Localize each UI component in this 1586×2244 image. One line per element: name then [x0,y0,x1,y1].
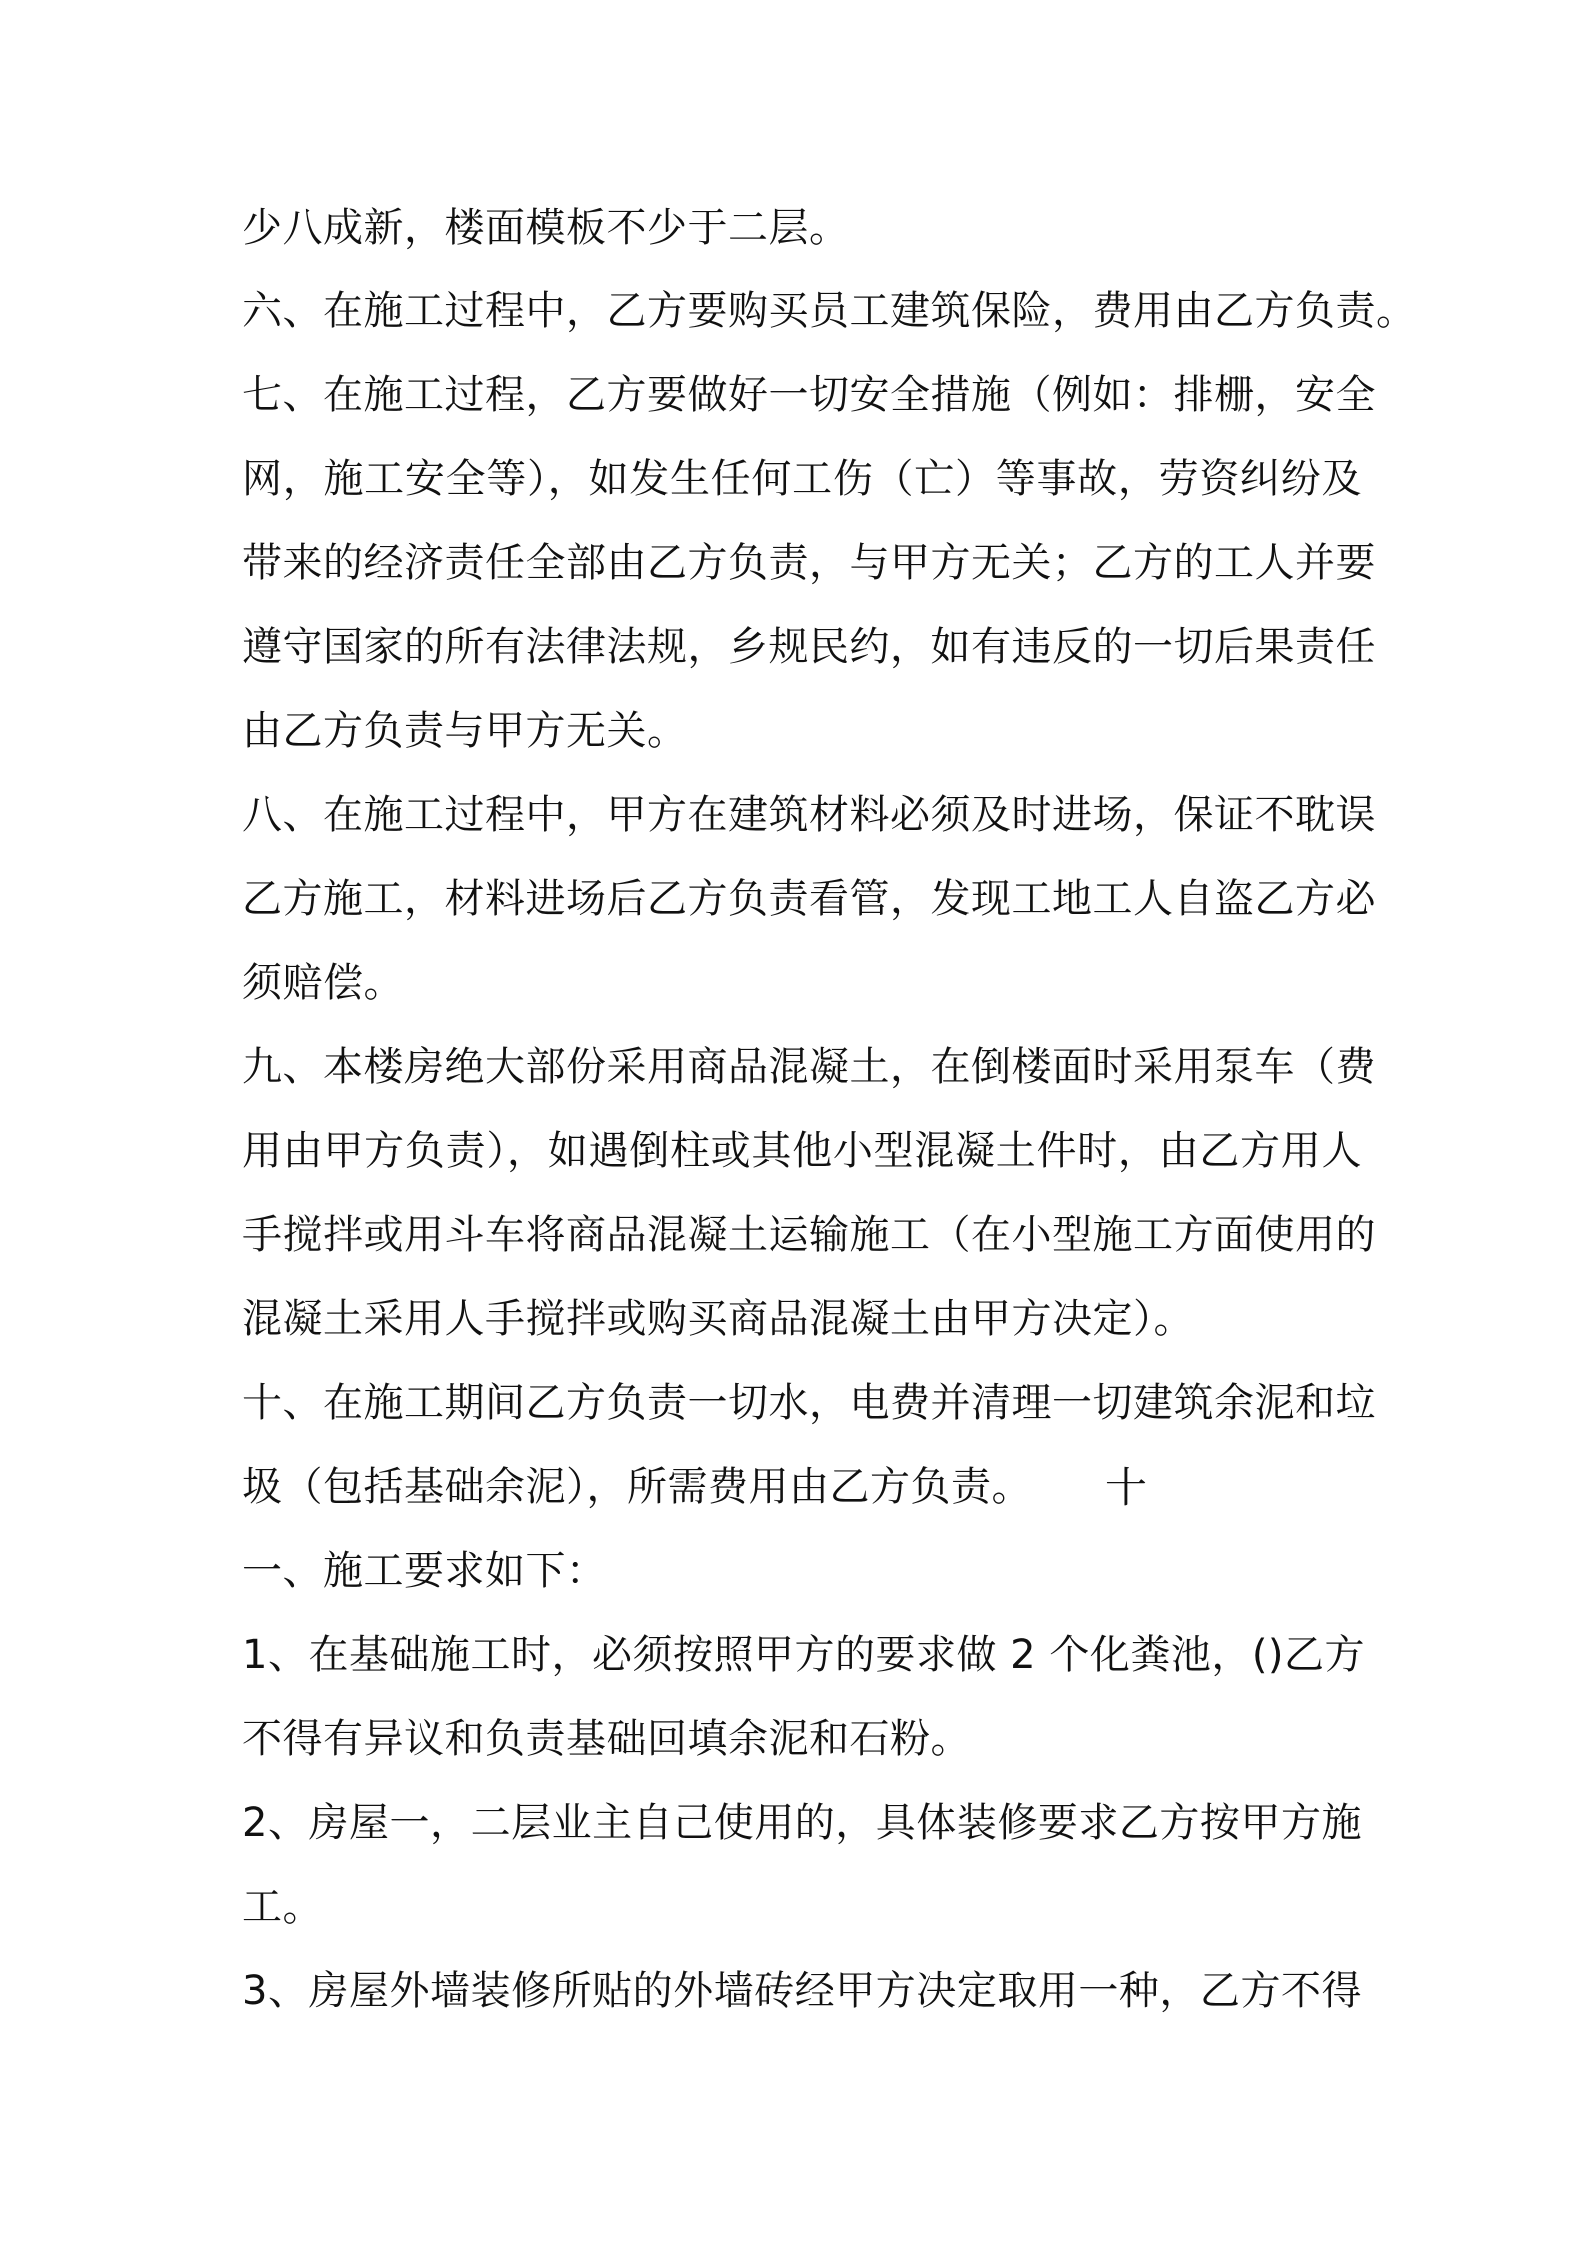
text-line-19: 不得有异议和负责基础回填余泥和石粉。 [242,1716,971,1762]
text-line-3: 七、在施工过程，乙方要做好一切安全措施（例如：排栅，安全 [242,372,1376,418]
text-line-8: 八、在施工过程中，甲方在建筑材料必须及时进场，保证不耽误 [242,792,1376,838]
text-line-2: 六、在施工过程中，乙方要购买员工建筑保险，费用由乙方负责。 [242,288,1417,334]
text-line-13: 手搅拌或用斗车将商品混凝土运输施工（在小型施工方面使用的 [242,1212,1376,1258]
text-line-10: 须赔偿。 [242,960,404,1006]
text-line-4: 网，施工安全等），如发生任何工伤（亡）等事故，劳资纠纷及 [242,456,1362,502]
text-line-7: 由乙方负责与甲方无关。 [242,708,688,754]
text-line-14: 混凝土采用人手搅拌或购买商品混凝土由甲方决定）。 [242,1296,1194,1342]
text-line-20: 2、房屋一，二层业主自己使用的，具体装修要求乙方按甲方施 [242,1800,1362,1846]
stray-mark: 十 [1105,1463,1148,1512]
text-line-22: 3、房屋外墙装修所贴的外墙砖经甲方决定取用一种，乙方不得 [242,1968,1362,2014]
text-line-21: 工。 [242,1884,323,1930]
text-line-1: 少八成新，楼面模板不少于二层。 [242,205,850,251]
text-line-16: 圾（包括基础余泥），所需费用由乙方负责。 [242,1464,1032,1510]
text-line-11: 九、本楼房绝大部份采用商品混凝土，在倒楼面时采用泵车（费 [242,1044,1376,1090]
text-line-12: 用由甲方负责），如遇倒柱或其他小型混凝土件时，由乙方用人 [242,1128,1362,1174]
text-line-5: 带来的经济责任全部由乙方负责，与甲方无关；乙方的工人并要 [242,540,1376,586]
text-line-6: 遵守国家的所有法律法规，乡规民约，如有违反的一切后果责任 [242,624,1376,670]
text-line-9: 乙方施工，材料进场后乙方负责看管，发现工地工人自盗乙方必 [242,876,1376,922]
text-line-15: 十、在施工期间乙方负责一切水，电费并清理一切建筑余泥和垃 [242,1380,1376,1426]
text-line-18: 1、在基础施工时，必须按照甲方的要求做 2 个化粪池，()乙方 [242,1632,1366,1678]
text-line-17: 一、施工要求如下： [242,1548,607,1594]
